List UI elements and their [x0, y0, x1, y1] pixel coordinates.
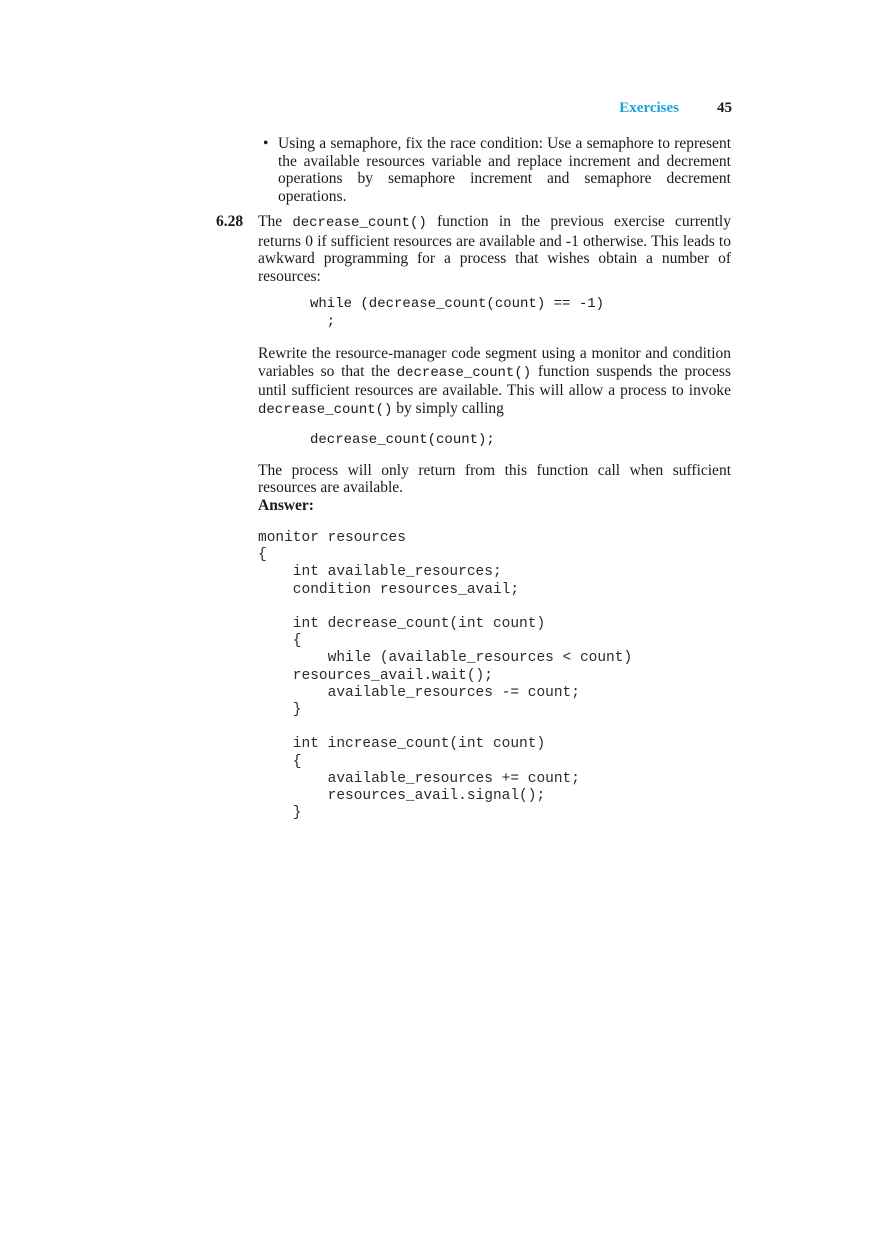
running-header — [0, 100, 732, 120]
exercise-paragraph-1 — [258, 213, 731, 285]
bullet-text: Using a semaphore, fix the race condition: Use a semaphore to represent the available resources variable and replace increment and decrement operations by semaphore increment and semaphore decrement operations. — [278, 135, 731, 205]
exercise-number: 6.28 — [216, 213, 244, 230]
exercise-paragraph-2 — [258, 345, 731, 419]
answer-label: Answer: — [258, 496, 314, 514]
exercise-6-28 — [216, 213, 731, 822]
exercise-body — [258, 213, 731, 822]
p2-text-c: by simply calling — [392, 399, 504, 417]
answer-code-block: monitor resources { int available_resources; condition resources_avail; int decrease_count(int count) { while (available_resources < count) resources_avail.wait(); available_resources -= count; } int increase_count(int count) { available_resources += count; resources_avail.signal(); } — [258, 530, 633, 822]
p2-text-a: Rewrite the resource-manager code segment using a monitor and condition variables so that the — [258, 345, 731, 380]
page-number: 45 — [717, 100, 732, 116]
bullet-item — [263, 135, 731, 205]
code-example-while-loop: while (decrease_count(count) == -1) ; — [310, 296, 605, 330]
bullet-icon: • — [263, 135, 269, 152]
p1-text-b: function in the previous exercise currently returns 0 if sufficient resources are available and -1 otherwise. This leads to awkward programming for a process that wishes obtain a number of resources: — [258, 213, 731, 285]
p1-text-a: The — [258, 213, 293, 230]
p2-inline-code-2: decrease_count() — [258, 401, 393, 418]
code-example-call: decrease_count(count); — [310, 432, 495, 448]
exercise-paragraph-3: The process will only return from this function call when sufficient resources are available. — [258, 461, 731, 496]
p2-text-b: function suspends the process until sufficient resources are available. This will allow a process to invoke — [258, 362, 731, 399]
section-title: Exercises — [619, 100, 679, 116]
p1-inline-code: decrease_count() — [292, 215, 427, 231]
p2-inline-code: decrease_count() — [396, 364, 532, 381]
